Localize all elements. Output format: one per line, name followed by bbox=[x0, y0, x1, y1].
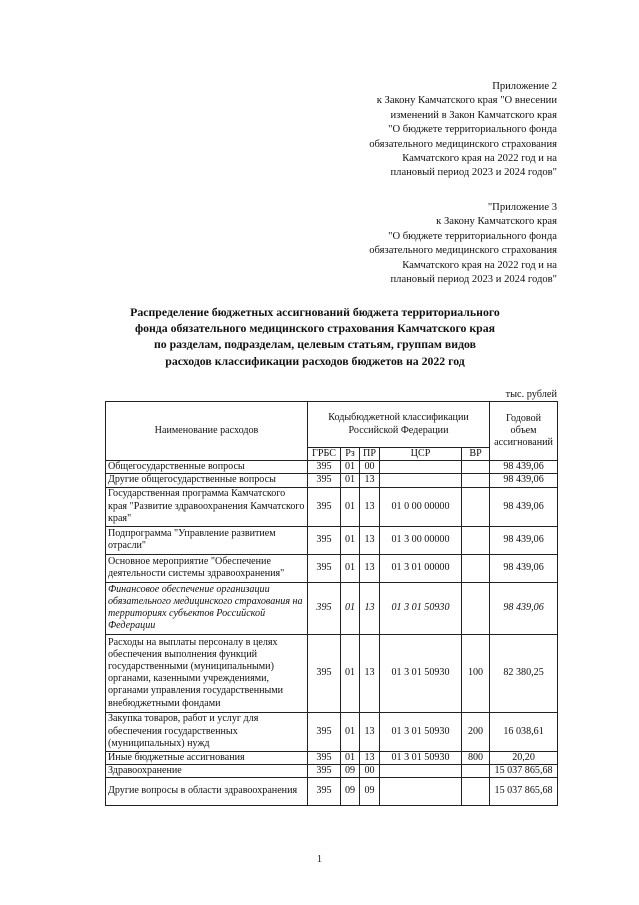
row-pr: 13 bbox=[360, 634, 380, 712]
appendix-2-block bbox=[297, 80, 557, 181]
row-pr: 13 bbox=[360, 751, 380, 764]
row-csr: 01 3 00 00000 bbox=[380, 526, 462, 554]
row-rz: 01 bbox=[341, 554, 360, 582]
row-grbs: 395 bbox=[308, 461, 341, 474]
row-vr bbox=[462, 764, 490, 777]
row-rz: 01 bbox=[341, 461, 360, 474]
row-csr bbox=[380, 474, 462, 487]
appendix-line: "О бюджете территориального фонда bbox=[388, 230, 557, 242]
appendix-line: Приложение 2 bbox=[492, 81, 557, 92]
header-csr: ЦСР bbox=[380, 448, 462, 461]
appendix-line: обязательного медицинского страхования bbox=[369, 245, 557, 257]
row-amount: 82 380,25 bbox=[490, 634, 558, 712]
row-grbs: 395 bbox=[308, 554, 341, 582]
table-row bbox=[106, 554, 558, 582]
row-amount: 15 037 865,68 bbox=[490, 764, 558, 777]
header-grbs: ГРБС bbox=[308, 448, 341, 461]
row-vr: 200 bbox=[462, 712, 490, 751]
title-line: Распределение бюджетных ассигнований бюджета территориального bbox=[130, 305, 500, 319]
units-label: тыс. рублей bbox=[505, 389, 557, 400]
appendix-line: к Закону Камчатского края bbox=[436, 216, 557, 228]
row-pr: 09 bbox=[360, 778, 380, 806]
row-vr bbox=[462, 778, 490, 806]
row-name: Подпрограмма "Управление развитием отрасли" bbox=[106, 526, 308, 554]
row-csr: 01 0 00 00000 bbox=[380, 487, 462, 526]
budget-table bbox=[105, 401, 558, 806]
row-grbs: 395 bbox=[308, 487, 341, 526]
row-amount: 98 439,06 bbox=[490, 554, 558, 582]
row-amount: 98 439,06 bbox=[490, 526, 558, 554]
title-line: фонда обязательного медицинского страхования Камчатского края bbox=[134, 321, 496, 336]
row-amount: 15 037 865,68 bbox=[490, 778, 558, 806]
row-csr: 01 3 01 50930 bbox=[380, 751, 462, 764]
row-csr: 01 3 01 50930 bbox=[380, 712, 462, 751]
row-amount: 98 439,06 bbox=[490, 474, 558, 487]
row-rz: 09 bbox=[341, 778, 360, 806]
row-name: Другие вопросы в области здравоохранения bbox=[106, 778, 308, 806]
row-name: Финансовое обеспечение организации обязательного медицинского страхования на территориях субъектов Российской Федерации bbox=[106, 582, 308, 634]
row-csr bbox=[380, 764, 462, 777]
row-vr bbox=[462, 474, 490, 487]
document-title bbox=[100, 304, 530, 369]
row-grbs: 395 bbox=[308, 474, 341, 487]
table-row bbox=[106, 634, 558, 712]
appendix-line: "Приложение 3 bbox=[487, 202, 557, 213]
appendix-line: "О бюджете территориального фонда bbox=[388, 124, 557, 136]
appendix-line: плановый период 2023 и 2024 годов" bbox=[390, 274, 557, 286]
table-row bbox=[106, 461, 558, 474]
appendix-line: к Закону Камчатского края "О внесении bbox=[376, 95, 557, 107]
row-pr: 13 bbox=[360, 712, 380, 751]
row-amount: 16 038,61 bbox=[490, 712, 558, 751]
row-vr bbox=[462, 554, 490, 582]
table-row bbox=[106, 764, 558, 777]
row-name: Государственная программа Камчатского края "Развитие здравоохранения Камчатского края" bbox=[106, 487, 308, 526]
row-rz: 01 bbox=[341, 526, 360, 554]
header-vr: ВР bbox=[462, 448, 490, 461]
appendix-line: Камчатского края на 2022 год и на bbox=[402, 259, 557, 271]
row-name: Основное мероприятие "Обеспечение деятельности системы здравоохранения" bbox=[106, 554, 308, 582]
row-vr bbox=[462, 487, 490, 526]
row-amount: 98 439,06 bbox=[490, 582, 558, 634]
row-pr: 00 bbox=[360, 461, 380, 474]
row-grbs: 395 bbox=[308, 778, 341, 806]
row-csr: 01 3 01 50930 bbox=[380, 582, 462, 634]
row-name: Здравоохранение bbox=[106, 764, 308, 777]
row-vr: 100 bbox=[462, 634, 490, 712]
table-row bbox=[106, 474, 558, 487]
row-vr bbox=[462, 526, 490, 554]
row-vr bbox=[462, 582, 490, 634]
row-rz: 01 bbox=[341, 634, 360, 712]
row-pr: 13 bbox=[360, 526, 380, 554]
row-grbs: 395 bbox=[308, 634, 341, 712]
row-name: Закупка товаров, работ и услуг для обеспечения государственных (муниципальных) нужд bbox=[106, 712, 308, 751]
row-name: Иные бюджетные ассигнования bbox=[106, 751, 308, 764]
appendix-line: изменений в Закон Камчатского края bbox=[390, 109, 557, 121]
header-name: Наименование расходов bbox=[106, 402, 308, 461]
row-rz: 01 bbox=[341, 751, 360, 764]
title-line: по разделам, подразделам, целевым статьям, группам видов bbox=[153, 337, 477, 352]
row-csr: 01 3 01 00000 bbox=[380, 554, 462, 582]
row-csr bbox=[380, 778, 462, 806]
row-rz: 01 bbox=[341, 582, 360, 634]
row-grbs: 395 bbox=[308, 526, 341, 554]
row-csr: 01 3 01 50930 bbox=[380, 634, 462, 712]
table-row bbox=[106, 582, 558, 634]
header-rz: Рз bbox=[341, 448, 360, 461]
row-name: Общегосударственные вопросы bbox=[106, 461, 308, 474]
row-pr: 13 bbox=[360, 554, 380, 582]
header-amount: Годовой объем ассигнований bbox=[490, 402, 558, 461]
table-row bbox=[106, 487, 558, 526]
row-name: Расходы на выплаты персоналу в целях обеспечения выполнения функций государственными (муниципальными) органами, казенными учреждениями, органами управления государственными внебюджетными фондами bbox=[106, 634, 308, 712]
appendix-line: плановый период 2023 и 2024 годов" bbox=[390, 167, 557, 179]
table-row bbox=[106, 778, 558, 806]
page-number: 1 bbox=[317, 854, 322, 865]
row-grbs: 395 bbox=[308, 764, 341, 777]
row-vr: 800 bbox=[462, 751, 490, 764]
row-grbs: 395 bbox=[308, 712, 341, 751]
appendix-line: Камчатского края на 2022 год и на bbox=[402, 153, 557, 165]
row-grbs: 395 bbox=[308, 582, 341, 634]
row-pr: 13 bbox=[360, 582, 380, 634]
row-pr: 13 bbox=[360, 474, 380, 487]
header-pr: ПР bbox=[360, 448, 380, 461]
row-amount: 98 439,06 bbox=[490, 461, 558, 474]
row-name: Другие общегосударственные вопросы bbox=[106, 474, 308, 487]
row-rz: 01 bbox=[341, 712, 360, 751]
row-amount: 98 439,06 bbox=[490, 487, 558, 526]
row-pr: 13 bbox=[360, 487, 380, 526]
table-row bbox=[106, 712, 558, 751]
table-row bbox=[106, 526, 558, 554]
row-csr bbox=[380, 461, 462, 474]
row-amount: 20,20 bbox=[490, 751, 558, 764]
row-pr: 00 bbox=[360, 764, 380, 777]
row-rz: 01 bbox=[341, 487, 360, 526]
row-rz: 09 bbox=[341, 764, 360, 777]
header-codes-group: Кодыбюджетной классификации Российской Федерации bbox=[308, 402, 490, 448]
row-rz: 01 bbox=[341, 474, 360, 487]
row-grbs: 395 bbox=[308, 751, 341, 764]
title-line: расходов классификации расходов бюджетов на 2022 год bbox=[165, 353, 465, 368]
table-row bbox=[106, 751, 558, 764]
appendix-3-block bbox=[297, 201, 557, 287]
row-vr bbox=[462, 461, 490, 474]
appendix-line: обязательного медицинского страхования bbox=[369, 138, 557, 150]
